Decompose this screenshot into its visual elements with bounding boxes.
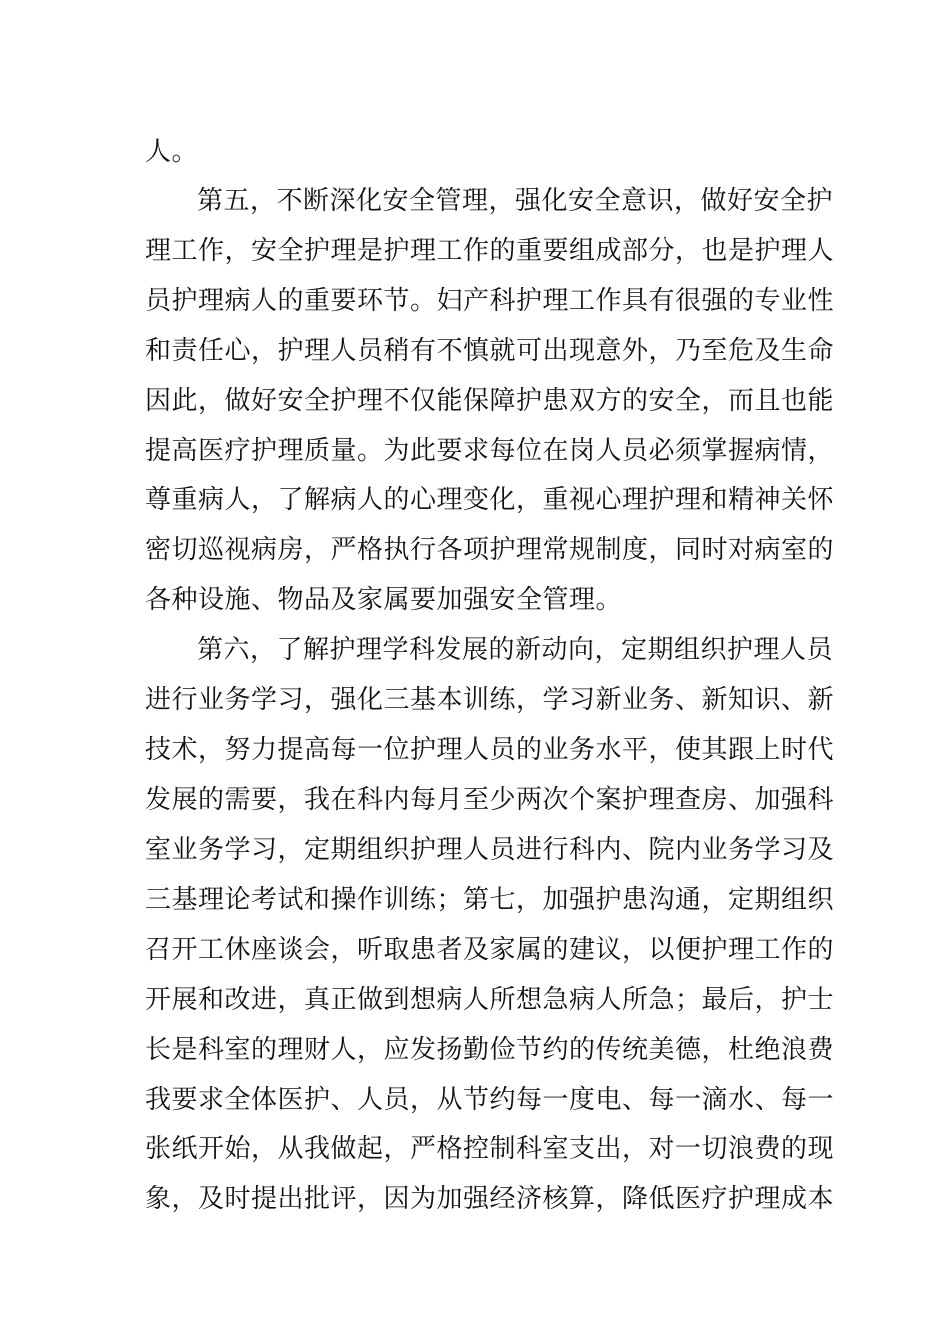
text-line: 长是科室的理财人，应发扬勤俭节约的传统美德，杜绝浪费 bbox=[145, 1035, 835, 1065]
text-line: 三基理论考试和操作训练；第七，加强护患沟通，定期组织 bbox=[145, 885, 835, 915]
text-line: 技术，努力提高每一位护理人员的业务水平，使其跟上时代 bbox=[145, 735, 835, 765]
text-line: 因此，做好安全护理不仅能保障护患双方的安全，而且也能 bbox=[145, 386, 835, 416]
text-line: 和责任心，护理人员稍有不慎就可出现意外，乃至危及生命 bbox=[145, 336, 835, 366]
text-line: 室业务学习，定期组织护理人员进行科内、院内业务学习及 bbox=[145, 835, 835, 865]
paragraph-start-line: 第五，不断深化安全管理，强化安全意识，做好安全护 bbox=[197, 186, 834, 216]
text-line: 员护理病人的重要环节。妇产科护理工作具有很强的专业性 bbox=[145, 286, 835, 316]
text-line: 提高医疗护理质量。为此要求每位在岗人员必须掌握病情， bbox=[145, 436, 835, 466]
text-line: 发展的需要，我在科内每月至少两次个案护理查房、加强科 bbox=[145, 785, 835, 815]
text-line: 人。 bbox=[145, 137, 199, 167]
text-line: 我要求全体医护、人员，从节约每一度电、每一滴水、每一 bbox=[145, 1085, 835, 1115]
paragraph-start-line: 第六，了解护理学科发展的新动向，定期组织护理人员 bbox=[197, 635, 834, 665]
text-line: 开展和改进，真正做到想病人所想急病人所急；最后，护士 bbox=[145, 985, 835, 1015]
text-line: 理工作，安全护理是护理工作的重要组成部分，也是护理人 bbox=[145, 236, 835, 266]
text-line: 召开工休座谈会，听取患者及家属的建议，以便护理工作的 bbox=[145, 935, 835, 965]
text-line: 象，及时提出批评，因为加强经济核算，降低医疗护理成本 bbox=[145, 1184, 835, 1214]
text-line: 密切巡视病房，严格执行各项护理常规制度，同时对病室的 bbox=[145, 535, 835, 565]
text-line: 尊重病人，了解病人的心理变化，重视心理护理和精神关怀 bbox=[145, 485, 835, 515]
text-line: 各种设施、物品及家属要加强安全管理。 bbox=[145, 585, 623, 615]
text-line: 进行业务学习，强化三基本训练，学习新业务、新知识、新 bbox=[145, 685, 835, 715]
text-line: 张纸开始，从我做起，严格控制科室支出，对一切浪费的现 bbox=[145, 1134, 835, 1164]
